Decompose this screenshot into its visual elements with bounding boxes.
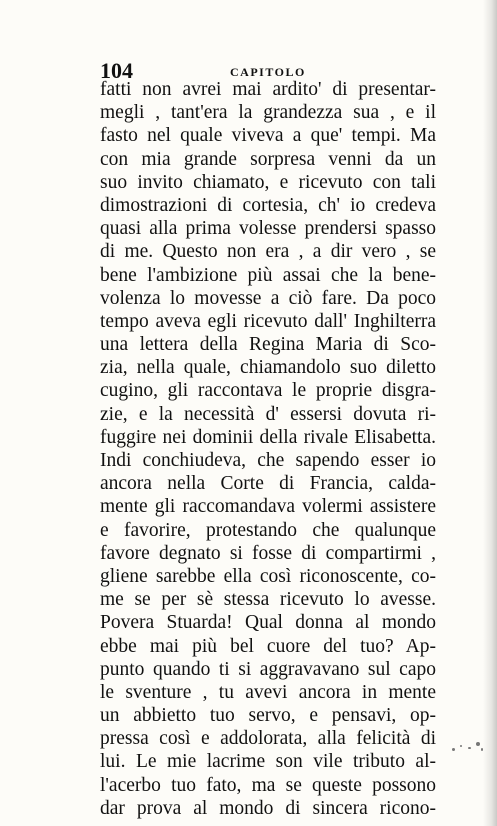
speck [460, 745, 462, 747]
text-line: gliene sarebbe ella così riconoscente, co- [100, 565, 436, 587]
body-text [100, 78, 436, 820]
text-line: tempo aveva egli ricevuto dall' Inghilterra [100, 310, 436, 332]
speck [481, 748, 483, 751]
speck [452, 748, 455, 751]
text-line: e favorire, protestando che qualunque [100, 519, 436, 541]
speck [476, 742, 480, 746]
text-line: con mia grande sorpresa venni da un [100, 148, 436, 170]
text-line: bene l'ambizione più assai che la bene- [100, 264, 436, 286]
text-line: Povera Stuarda! Qual donna al mondo [100, 612, 436, 634]
text-line: Indi conchiudeva, che sapendo esser io [100, 450, 436, 471]
text-line: megli , tant'era la grandezza sua , e il [100, 102, 436, 124]
print-specks [450, 738, 490, 758]
text-line: pressa così e addolorata, alla felicità di [100, 728, 436, 750]
speck [468, 747, 471, 749]
text-line: lui. Le mie lacrime son vile tributo al- [100, 751, 436, 773]
text-line: cugino, gli raccontava le proprie disgra- [100, 380, 436, 402]
text-line: ebbe mai più bel cuore del tuo? Ap- [100, 635, 436, 657]
text-line: suo invito chiamato, e ricevuto con tali [100, 171, 436, 193]
page-edge-shadow [483, 0, 497, 826]
text-line: volenza lo movesse a ciò fare. Da poco [100, 287, 436, 309]
text-line: l'acerbo tuo fato, ma se queste possono [100, 774, 436, 796]
text-line: una lettera della Regina Maria di Sco- [100, 334, 436, 356]
text-line: punto quando ti si aggravavano sul capo [100, 658, 436, 680]
text-line: di me. Questo non era , a dir vero , se [100, 241, 436, 263]
text-line: ancora nella Corte di Francia, calda- [100, 473, 436, 495]
text-line: mente gli raccomandava volermi assistere [100, 496, 436, 518]
text-line: me se per sè stessa ricevuto lo avesse. [100, 589, 436, 611]
text-line: dimostrazioni di cortesia, ch' io credeva [100, 194, 436, 216]
text-line: le sventure , tu avevi ancora in mente [100, 681, 436, 703]
text-line: fasto nel quale viveva a que' tempi. Ma [100, 125, 436, 147]
page-number: 104 [100, 58, 133, 83]
text-line: fuggire nei dominii della rivale Elisabetta. [100, 426, 436, 448]
text-line: favore degnato si fosse di compartirmi , [100, 542, 436, 564]
text-line: zia, nella quale, chiamandolo suo diletto [100, 357, 436, 379]
text-line: zie, e la necessità d' essersi dovuta ri- [100, 403, 436, 425]
text-line: quasi alla prima volesse prendersi spasso [100, 218, 436, 240]
text-line: fatti non avrei mai ardito' di presentar- [100, 79, 436, 100]
text-line: dar prova al mondo di sincera ricono- [100, 797, 436, 819]
running-head: CAPITOLO [230, 65, 306, 79]
text-line: un abbietto tuo servo, e pensavi, op- [100, 705, 436, 727]
